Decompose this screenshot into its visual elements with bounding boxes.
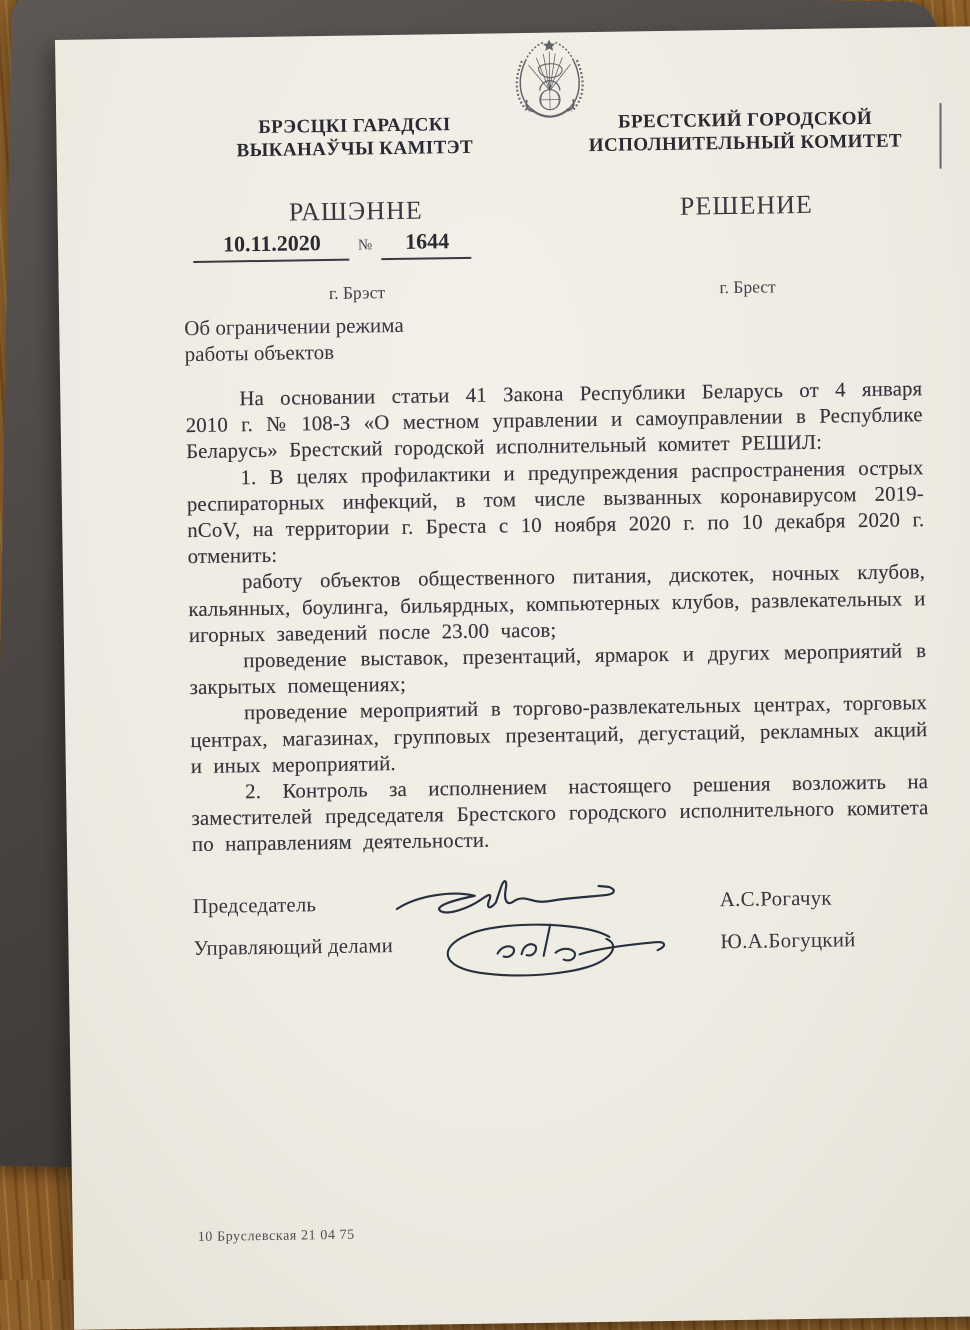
paragraph-preamble: На основании статьи 41 Закона Республики Беларусь от 4 января 2010 г. № 108-З «О местном управлении и самоуправлении в Республике Беларусь» Брестский городской исполнительный комитет РЕШИЛ: — [185, 377, 923, 464]
cities-row — [184, 274, 921, 306]
pen-mark — [939, 103, 941, 169]
date-number-row — [193, 221, 920, 263]
number-sign: № — [357, 237, 373, 254]
paragraph-point-1-sub-1: работу объектов общественного питания, дискотек, ночных клубов, кальянных, боулинга, бильярдных, компьютерных клубов, развлекательных и игорных заведений после 23.00 часов; — [188, 560, 926, 647]
city-belarusian: г. Брэст — [328, 282, 386, 303]
org-name-russian — [572, 106, 919, 157]
signature-name: Ю.А.Богуцкий — [720, 927, 856, 953]
paragraph-point-2: 2. Контроль за исполнением настоящего решения возложить на заместителей председателя Брестского городского исполнительного комитета по направлениям деятельности. — [191, 770, 929, 857]
paragraph-point-1-sub-3: проведение мероприятий в торгово-развлекательных центрах, торговых центрах, магазинах, групповых презентаций, дегустаций, рекламных акций и иных мероприятий. — [190, 691, 928, 778]
document-paper — [55, 26, 970, 1330]
org-name-belarusian — [181, 112, 528, 163]
subject-line: Об ограничении режима — [184, 312, 404, 341]
subject-line: работы объектов — [184, 339, 335, 367]
signature-position: Управляющий делами — [193, 933, 394, 960]
signature-row-manager — [193, 926, 930, 967]
signature-name: А.С.Рогачук — [719, 886, 832, 911]
document-subject — [184, 304, 922, 367]
org-name-line: БРЭСЦКІ ГАРАДСКІ — [258, 114, 451, 138]
paragraph-point-1: 1. В целях профилактики и предупреждения распространения острых респираторных инфекций, в том числе вызванных коронавирусом 2019-nCoV, на территории г. Бреста с 10 ноября 2020 г. по 10 декабря 2020 г. отменить: — [186, 455, 925, 569]
doc-type-belarusian: РАШЭННЕ — [288, 195, 423, 227]
signature-manager-icon — [433, 915, 684, 979]
signature-position: Председатель — [192, 892, 317, 918]
city-russian: г. Брест — [719, 276, 776, 298]
org-name-line: ВЫКАНАЎЧЫ КАМІТЭТ — [236, 136, 474, 162]
document-body — [185, 376, 929, 859]
org-name-line: БРЕСТСКИЙ ГОРОДСКОЙ — [617, 107, 873, 133]
org-name-line: ИСПОЛНИТЕЛЬНЫЙ КОМИТЕТ — [588, 130, 903, 157]
belarus-state-emblem-icon — [512, 36, 587, 119]
document-date: 10.11.2020 — [193, 230, 349, 263]
footer-note: 10 Бруслевская 21 04 75 — [197, 1227, 355, 1246]
document-number: 1644 — [381, 228, 471, 260]
doc-type-russian: РЕШЕНИЕ — [679, 189, 813, 221]
paragraph-point-1-sub-2: проведение выставок, презентаций, ярмарок и других мероприятий в закрытых помещениях; — [189, 639, 927, 700]
